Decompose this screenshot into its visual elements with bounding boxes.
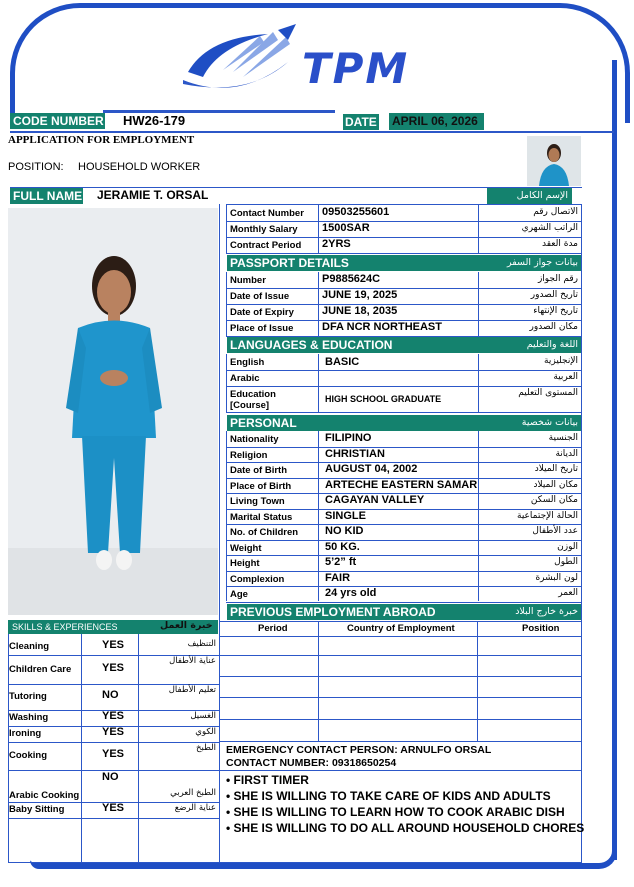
skill-label-ar: التنظيف bbox=[187, 639, 216, 649]
personal-value: ARTECHE EASTERN SAMAR bbox=[325, 478, 478, 491]
position-value: HOUSEHOLD WORKER bbox=[78, 161, 201, 173]
code-number-value: HW26-179 bbox=[123, 113, 186, 128]
col-divider bbox=[318, 272, 319, 336]
personal-value: 5’2” ft bbox=[325, 556, 357, 568]
personal-label: Marital Status bbox=[230, 511, 293, 523]
skill-name: Cleaning bbox=[9, 640, 50, 652]
employment-col-position: Position bbox=[522, 623, 560, 634]
full-name-label-ar: الإسم الكامل bbox=[516, 190, 568, 201]
company-logo: TPM bbox=[302, 44, 410, 93]
personal-label-ar: الحالة الإجتماعية bbox=[517, 510, 578, 521]
row-divider bbox=[226, 555, 582, 556]
employment-section-title-ar: خبرة خارج البلاد bbox=[515, 606, 578, 617]
contact-label: Monthly Salary bbox=[230, 224, 298, 235]
personal-label-ar: الجنسية bbox=[548, 433, 578, 443]
personal-value: NO KID bbox=[325, 525, 364, 537]
language-label-ar: الإنجليزية bbox=[544, 356, 578, 366]
skills-section-title-ar: خبرة العمل bbox=[160, 620, 213, 631]
language-value: HIGH SCHOOL GRADUATE bbox=[325, 394, 442, 404]
skill-label-ar: الغسيل bbox=[190, 711, 216, 721]
row-divider bbox=[226, 586, 582, 587]
col-divider bbox=[226, 354, 227, 412]
row-divider bbox=[226, 602, 582, 603]
personal-label-ar: مكان السكن bbox=[530, 495, 578, 505]
contact-value: 1500SAR bbox=[322, 222, 370, 234]
language-value: BASIC bbox=[325, 356, 360, 368]
skill-label-ar: عناية الأطفال bbox=[169, 656, 216, 666]
personal-label: No. of Children bbox=[230, 527, 299, 538]
skills-section-title: SKILLS & EXPERIENCES bbox=[12, 622, 118, 632]
language-label: Education [Course] bbox=[230, 389, 276, 411]
personal-label: Living Town bbox=[230, 496, 285, 507]
position-label: POSITION: bbox=[8, 161, 64, 173]
col-divider bbox=[478, 354, 479, 412]
personal-value: 24 yrs old bbox=[325, 587, 377, 599]
skill-name: Ironing bbox=[9, 728, 42, 739]
small-photo-figure-icon bbox=[527, 136, 581, 186]
passport-label-ar: مكان الصدور bbox=[529, 322, 578, 332]
full-name-value: JERAMIE T. ORSAL bbox=[97, 188, 209, 202]
skill-name: Arabic Cooking bbox=[9, 790, 80, 801]
personal-label-ar: مكان الميلاد bbox=[533, 479, 578, 490]
passport-value: JUNE 19, 2025 bbox=[322, 289, 398, 301]
personal-value: FILIPINO bbox=[325, 432, 372, 444]
row-divider bbox=[226, 540, 582, 541]
language-label-ar: المستوى التعليم bbox=[518, 388, 578, 398]
row-divider bbox=[226, 304, 582, 305]
full-name-label: FULL NAME bbox=[10, 188, 83, 204]
personal-value: CHRISTIAN bbox=[325, 447, 385, 460]
skill-value: YES bbox=[102, 710, 125, 722]
date-label: DATE bbox=[343, 114, 379, 130]
skill-name: Cooking bbox=[9, 750, 47, 761]
skill-label-ar: الكوي bbox=[195, 727, 216, 737]
col-divider bbox=[219, 621, 220, 862]
row-divider bbox=[226, 447, 582, 448]
small-photo bbox=[527, 136, 581, 186]
page-frame-bottom bbox=[30, 851, 617, 869]
personal-label: Date of Birth bbox=[230, 465, 287, 476]
personal-section-title: PERSONAL bbox=[227, 415, 479, 431]
row-divider bbox=[226, 571, 582, 572]
personal-label-ar: لون البشرة bbox=[535, 572, 578, 583]
languages-section-title-ar: اللغة والتعليم bbox=[526, 339, 578, 350]
applicant-photo bbox=[8, 208, 218, 615]
skill-label-ar: الطبخ العربي bbox=[170, 788, 216, 798]
personal-label: Place of Birth bbox=[230, 480, 292, 492]
personal-label: Height bbox=[230, 558, 260, 569]
personal-value: CAGAYAN VALLEY bbox=[325, 494, 425, 506]
remark-item: • SHE IS WILLING TO LEARN HOW TO COOK ARABIC DISH bbox=[226, 805, 565, 819]
passport-label-ar: تاريخ الصدور bbox=[530, 290, 578, 300]
skill-value: YES bbox=[102, 748, 125, 760]
personal-value: AUGUST 04, 2002 bbox=[325, 463, 418, 475]
language-label: Arabic bbox=[230, 373, 260, 384]
col-divider bbox=[226, 431, 227, 601]
employment-section-title: PREVIOUS EMPLOYMENT ABROAD bbox=[227, 604, 477, 620]
passport-label: Date of Issue bbox=[230, 291, 290, 302]
passport-label: Date of Expiry bbox=[230, 307, 294, 318]
emergency-contact-person: EMERGENCY CONTACT PERSON: ARNULFO ORSAL bbox=[226, 744, 492, 756]
personal-label-ar: الديانة bbox=[555, 448, 578, 459]
col-divider bbox=[478, 204, 479, 254]
personal-label-ar: تاريخ الميلاد bbox=[534, 464, 578, 474]
col-divider bbox=[581, 204, 582, 604]
skill-value: NO bbox=[102, 689, 119, 701]
row-divider bbox=[226, 524, 582, 525]
personal-value: FAIR bbox=[325, 571, 351, 584]
personal-section-title-ar: بيانات شخصية bbox=[521, 417, 578, 428]
personal-label-ar: العمر bbox=[558, 588, 578, 598]
personal-label-ar: عدد الأطفال bbox=[532, 526, 578, 536]
contact-label-ar: مدة العقد bbox=[542, 239, 578, 249]
contact-value: 09503255601 bbox=[322, 206, 390, 218]
col-divider bbox=[318, 204, 319, 254]
contact-label: Contract Period bbox=[230, 240, 302, 251]
personal-label-ar: الطول bbox=[554, 557, 578, 567]
page-frame-right bbox=[612, 60, 617, 860]
skill-value: YES bbox=[102, 661, 125, 674]
personal-value: SINGLE bbox=[325, 509, 366, 522]
col-divider bbox=[318, 431, 319, 601]
employment-col-period: Period bbox=[258, 623, 288, 634]
passport-label-ar: تاريخ الإنتهاء bbox=[533, 306, 578, 316]
company-logo-swoosh-icon bbox=[178, 22, 308, 92]
skill-label-ar: عناية الرضع bbox=[174, 803, 216, 813]
col-divider bbox=[226, 272, 227, 336]
personal-label: Religion bbox=[230, 449, 268, 461]
passport-value: P9885624C bbox=[322, 273, 381, 285]
personal-label: Weight bbox=[230, 542, 262, 554]
passport-value: JUNE 18, 2035 bbox=[322, 305, 398, 317]
passport-label: Number bbox=[230, 275, 266, 286]
row-divider bbox=[8, 818, 219, 819]
remark-item: • FIRST TIMER bbox=[226, 773, 309, 787]
personal-label: Complexion bbox=[230, 573, 285, 585]
passport-value: DFA NCR NORTHEAST bbox=[322, 321, 442, 333]
row-divider bbox=[226, 336, 582, 337]
contact-label-ar: الاتصال رقم bbox=[533, 207, 578, 217]
header-divider bbox=[10, 131, 614, 133]
remark-item: • SHE IS WILLING TO TAKE CARE OF KIDS AND ADULTS bbox=[226, 789, 551, 803]
col-divider bbox=[478, 272, 479, 336]
employment-col-country: Country of Employment bbox=[347, 623, 455, 634]
personal-label: Nationality bbox=[230, 434, 279, 445]
date-value: APRIL 06, 2026 bbox=[392, 114, 478, 128]
applicant-figure-icon bbox=[8, 208, 218, 615]
col-divider bbox=[318, 354, 319, 412]
skill-name: Children Care bbox=[9, 663, 72, 675]
contact-label-ar: الراتب الشهري bbox=[521, 223, 578, 233]
row-divider bbox=[226, 509, 582, 510]
application-title: APPLICATION FOR EMPLOYMENT bbox=[8, 134, 195, 146]
passport-label: Place of Issue bbox=[230, 323, 294, 334]
personal-label: Age bbox=[230, 589, 248, 600]
row-divider bbox=[226, 253, 582, 254]
skill-value: YES bbox=[102, 802, 125, 814]
skill-label-ar: الطبخ bbox=[196, 743, 216, 753]
language-label-ar: العربية bbox=[553, 372, 578, 382]
row-divider bbox=[226, 237, 582, 238]
passport-label-ar: رقم الجواز bbox=[537, 274, 578, 284]
skill-value: YES bbox=[102, 638, 125, 651]
skill-value: YES bbox=[102, 726, 125, 738]
language-label: English bbox=[230, 357, 265, 368]
skill-label-ar: تعليم الأطفال bbox=[168, 685, 216, 695]
row-divider bbox=[226, 221, 582, 222]
contact-value: 2YRS bbox=[322, 238, 351, 250]
skill-name: Tutoring bbox=[9, 691, 47, 702]
row-divider bbox=[226, 370, 582, 371]
personal-value: 50 KG. bbox=[325, 540, 360, 553]
code-number-label: CODE NUMBER bbox=[10, 113, 105, 129]
row-divider bbox=[226, 412, 582, 413]
passport-section-title: PASSPORT DETAILS bbox=[227, 255, 477, 271]
skill-name: Washing bbox=[9, 712, 49, 723]
row-divider bbox=[226, 386, 582, 387]
emergency-contact-number: CONTACT NUMBER: 09318650254 bbox=[226, 757, 397, 769]
remark-item: • SHE IS WILLING TO DO ALL AROUND HOUSEHOLD CHORES bbox=[226, 821, 585, 835]
col-divider bbox=[226, 204, 227, 254]
col-divider bbox=[478, 431, 479, 601]
personal-label-ar: الوزن bbox=[557, 541, 578, 552]
passport-section-title-ar: بيانات جواز السفر bbox=[507, 257, 578, 268]
skill-value: NO bbox=[102, 771, 119, 783]
row-divider bbox=[226, 288, 582, 289]
languages-section-title: LANGUAGES & EDUCATION bbox=[227, 337, 479, 353]
contact-label: Contact Number bbox=[230, 208, 304, 219]
skill-name: Baby Sitting bbox=[9, 804, 65, 815]
